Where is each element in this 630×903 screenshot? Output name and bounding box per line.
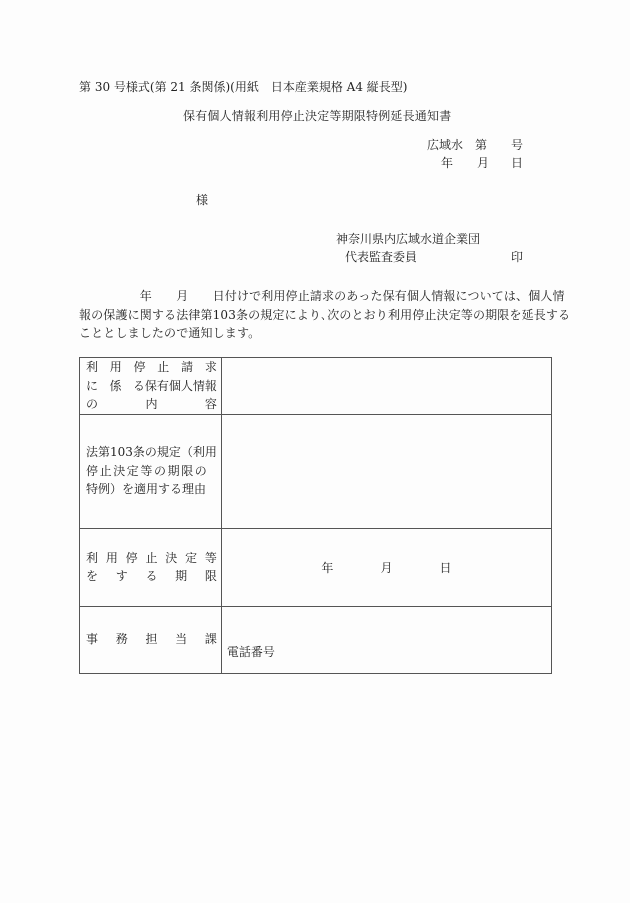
notice-body-line: 報の保護に関する法律第103条の規定により､次のとおり利用停止決定等の期限を延長する [79, 307, 571, 322]
deadline-month: 月 [380, 560, 393, 575]
table-row-deadline [80, 528, 552, 606]
label-char: 容 [204, 397, 217, 411]
notice-body [79, 287, 571, 343]
label-char: 求 [204, 360, 217, 374]
label-char: 係 [109, 378, 122, 393]
label-line: 特例）を適用する理由 [86, 482, 207, 497]
phone-number-label: 電話番号 [226, 644, 275, 659]
label-char: 事 [86, 632, 99, 647]
addressee-suffix: 様 [196, 193, 209, 207]
label-char: 内 [145, 397, 158, 411]
label-line [86, 377, 217, 396]
value-special-reason[interactable] [221, 414, 551, 528]
seal-mark: 印 [511, 250, 524, 264]
label-line [86, 358, 217, 377]
label-line [86, 567, 217, 586]
label-char: 止 [157, 360, 170, 374]
issue-date-day: 日 [511, 156, 524, 170]
value-department[interactable] [221, 606, 551, 673]
label-char: 用 [109, 360, 122, 374]
label-char: 限 [204, 569, 217, 583]
label-char: 停 [133, 360, 146, 374]
label-char: 務 [115, 632, 128, 647]
label-line: 法第103条の規定（利用 [86, 445, 217, 460]
label-char: 請 [181, 360, 194, 374]
form-table [79, 357, 552, 674]
label-line [86, 549, 217, 568]
label-department [80, 606, 222, 673]
label-char: を [86, 569, 99, 583]
issuer-organization: 神奈川県内広域水道企業団 [336, 232, 481, 246]
notice-body-line: 年 月 日付けで利用停止請求のあった保有個人情報については、個人情 [79, 289, 565, 303]
notice-body-line: こととしましたので通知します。 [79, 326, 261, 340]
deadline-day: 日 [439, 560, 452, 575]
reference-prefix: 広域水 [427, 138, 464, 152]
reference-go: 号 [511, 138, 524, 152]
label-char: 停 [125, 550, 138, 565]
value-deadline[interactable] [221, 528, 551, 606]
label-char: の [86, 397, 99, 411]
label-char: 止 [145, 550, 158, 565]
issue-date-month: 月 [477, 156, 490, 170]
label-char: 担 [145, 632, 158, 647]
label-char: 用 [105, 550, 118, 565]
label-char: 等 [204, 550, 217, 565]
label-char: 当 [175, 632, 188, 647]
label-char: に [86, 378, 99, 393]
label-char: 定 [185, 550, 198, 565]
label-char: 課 [204, 632, 217, 647]
document-title: 保有個人情報利用停止決定等期限特例延長通知書 [183, 109, 452, 123]
label-request-content [80, 358, 222, 415]
label-char: 決 [165, 550, 178, 565]
label-special-reason [80, 414, 222, 528]
label-char: 期 [175, 569, 188, 583]
label-line [86, 395, 217, 414]
form-code: 第 30 号様式(第 21 条関係)(用紙 日本産業規格 A4 縦長型) [79, 80, 408, 94]
label-line: 停止決定等の期限の [86, 463, 209, 478]
deadline-date [222, 559, 551, 576]
value-request-content[interactable] [221, 358, 551, 415]
issue-date-year: 年 [441, 156, 454, 170]
table-row-request-content [80, 358, 552, 415]
label-char: る [145, 569, 158, 583]
deadline-year: 年 [321, 560, 334, 575]
label-char: 利 [86, 550, 99, 565]
label-line [86, 630, 217, 649]
label-char: 利 [86, 360, 99, 374]
table-row-special-reason [80, 414, 552, 528]
table-row-department [80, 606, 552, 673]
label-deadline [80, 528, 222, 606]
issuer-officer-title: 代表監査委員 [345, 250, 418, 264]
label-char: る保有個人情報 [132, 378, 217, 393]
reference-dai: 第 [475, 138, 488, 152]
label-char: す [115, 569, 128, 583]
